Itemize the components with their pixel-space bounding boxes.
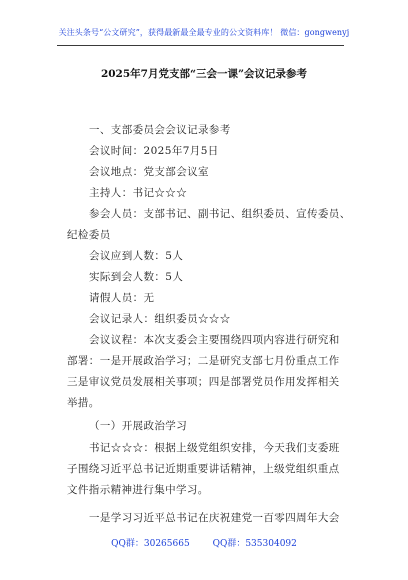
meeting-time: 会议时间：2025年7月5日 [89, 145, 219, 157]
agenda-line-1: 会议议程：本次支委会主要围绕四项内容进行研究和 [89, 334, 340, 346]
absentees: 请假人员：无 [89, 292, 155, 304]
meeting-location: 会议地点：党支部会议室 [89, 166, 209, 178]
footer-qq-group-2: QQ群：535304092 [212, 539, 297, 549]
section-heading: 一、支部委员会会议记录参考 [89, 124, 231, 136]
speech-line-4: 一是学习习近平总书记在庆祝建党一百零四周年大会 [89, 512, 340, 524]
footer-contact [0, 536, 408, 549]
speech-line-1: 书记☆☆☆：根据上级党组织安排，今天我们支委班 [89, 442, 340, 454]
speech-line-3: 文件指示精神进行集中学习。 [67, 484, 209, 496]
speech-line-2: 子围绕习近平总书记近期重要讲话精神，上级党组织重点 [67, 463, 340, 475]
actual-count: 实际到会人数：5人 [89, 271, 184, 283]
agenda-line-2: 部署：一是开展政治学习；二是研究支部七月份重点工作 [67, 355, 340, 367]
footer-qq-group-1: QQ群：30265665 [111, 539, 190, 549]
header-note: 关注头条号“公文研究”，获得最新最全最专业的公文资料库！ 微信：gongwenyj [58, 28, 350, 37]
agenda-line-4: 举措。 [67, 397, 100, 409]
agenda-line-3: 三是审议党员发展相关事项；四是部署党员作用发挥相关 [67, 376, 340, 388]
attendees: 参会人员：支部书记、副书记、组织委员、宣传委员、 [89, 208, 351, 220]
document-title: 2025年7月党支部“三会一课”会议记录参考 [100, 68, 308, 80]
recorder: 会议记录人：组织委员☆☆☆ [89, 313, 231, 325]
header-divider [57, 45, 344, 46]
expected-count: 会议应到人数：5人 [89, 250, 184, 262]
subsection-heading: （一）开展政治学习 [89, 420, 188, 432]
meeting-host: 主持人：书记☆☆☆ [89, 187, 188, 199]
attendees-continued: 纪检委员 [67, 229, 111, 241]
